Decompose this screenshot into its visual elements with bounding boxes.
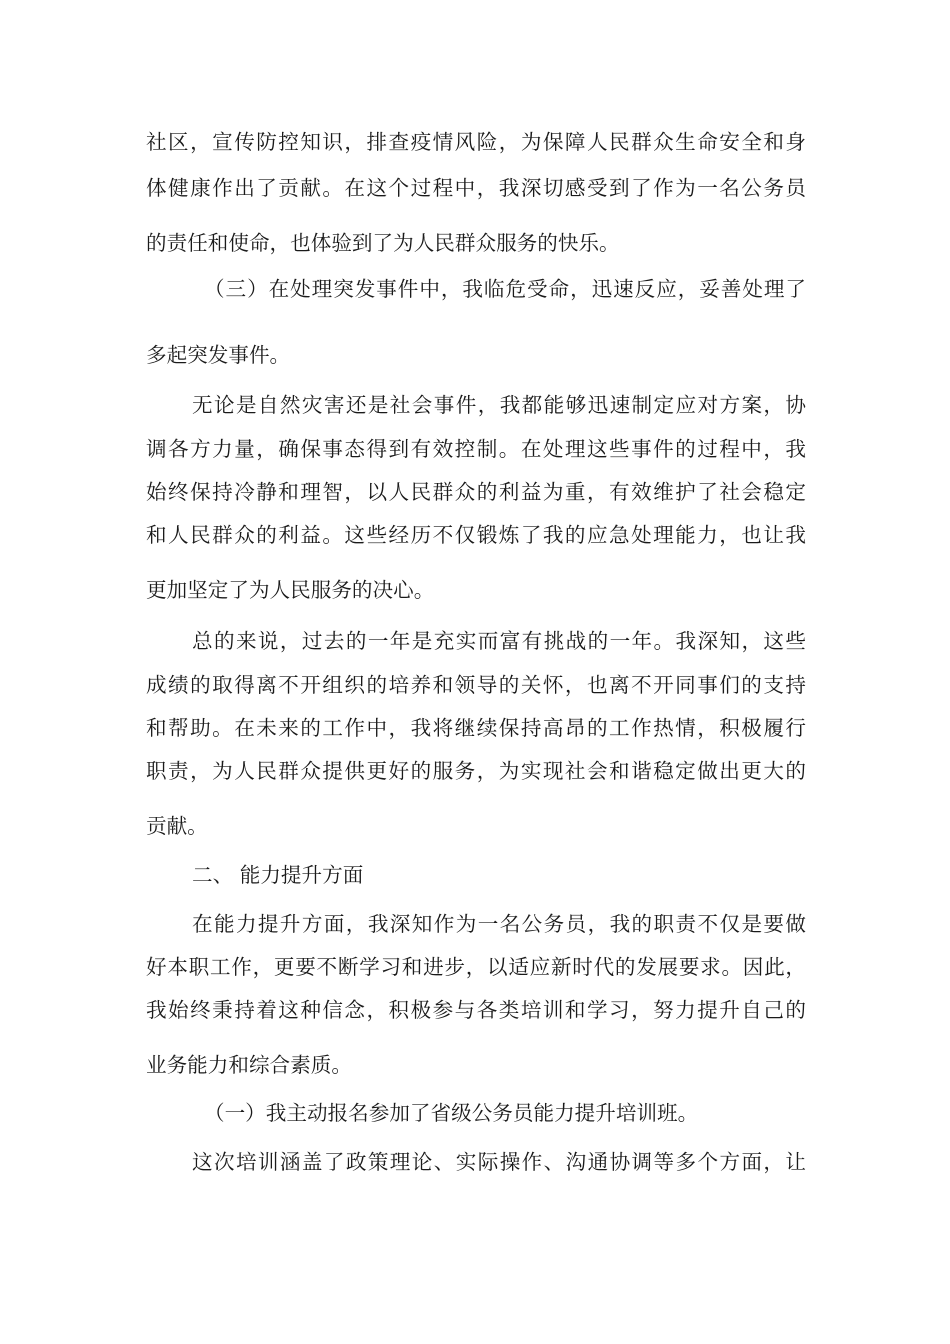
paragraph-line: 和人民群众的利益。这些经历不仅锻炼了我的应急处理能力，也让我 (146, 523, 806, 547)
paragraph-line: 业务能力和综合素质。 (146, 1053, 352, 1077)
paragraph-line: 在能力提升方面，我深知作为一名公务员，我的职责不仅是要做 (192, 912, 806, 936)
paragraph-line: 和帮助。在未来的工作中，我将继续保持高昂的工作热情，积极履行 (146, 716, 806, 740)
paragraph-line: 调各方力量，确保事态得到有效控制。在处理这些事件的过程中，我 (146, 437, 806, 461)
paragraph-line: 体健康作出了贡献。在这个过程中，我深切感受到了作为一名公务员 (146, 176, 806, 200)
paragraph-line: 更加坚定了为人民服务的决心。 (146, 578, 435, 602)
paragraph-line: 这次培训涵盖了政策理论、实际操作、沟通协调等多个方面，让 (192, 1150, 806, 1174)
paragraph-line: 的责任和使命，也体验到了为人民群众服务的快乐。 (146, 231, 620, 255)
paragraph-line: 始终保持冷静和理智，以人民群众的利益为重，有效维护了社会稳定 (146, 480, 806, 504)
section-heading: 二、 能力提升方面 (192, 863, 364, 887)
paragraph-line: 总的来说，过去的一年是充实而富有挑战的一年。我深知，这些 (192, 629, 806, 653)
subsection-heading: （三）在处理突发事件中，我临危受命，迅速反应，妥善处理了 (204, 277, 806, 301)
paragraph-line: 职责，为人民群众提供更好的服务，为实现社会和谐稳定做出更大的 (146, 759, 806, 783)
paragraph-line: 好本职工作，更要不断学习和进步，以适应新时代的发展要求。因此， (146, 955, 806, 979)
paragraph-line: 贡献。 (146, 814, 208, 838)
paragraph-line: 无论是自然灾害还是社会事件，我都能够迅速制定应对方案，协 (192, 393, 806, 417)
paragraph-line: 我始终秉持着这种信念，积极参与各类培训和学习，努力提升自己的 (146, 998, 806, 1022)
paragraph-line: 多起突发事件。 (146, 343, 291, 367)
subsection-heading: （一）我主动报名参加了省级公务员能力提升培训班。 (204, 1101, 699, 1125)
paragraph-line: 成绩的取得离不开组织的培养和领导的关怀，也离不开同事们的支持 (146, 673, 806, 697)
paragraph-line: 社区，宣传防控知识，排查疫情风险，为保障人民群众生命安全和身 (146, 130, 806, 154)
